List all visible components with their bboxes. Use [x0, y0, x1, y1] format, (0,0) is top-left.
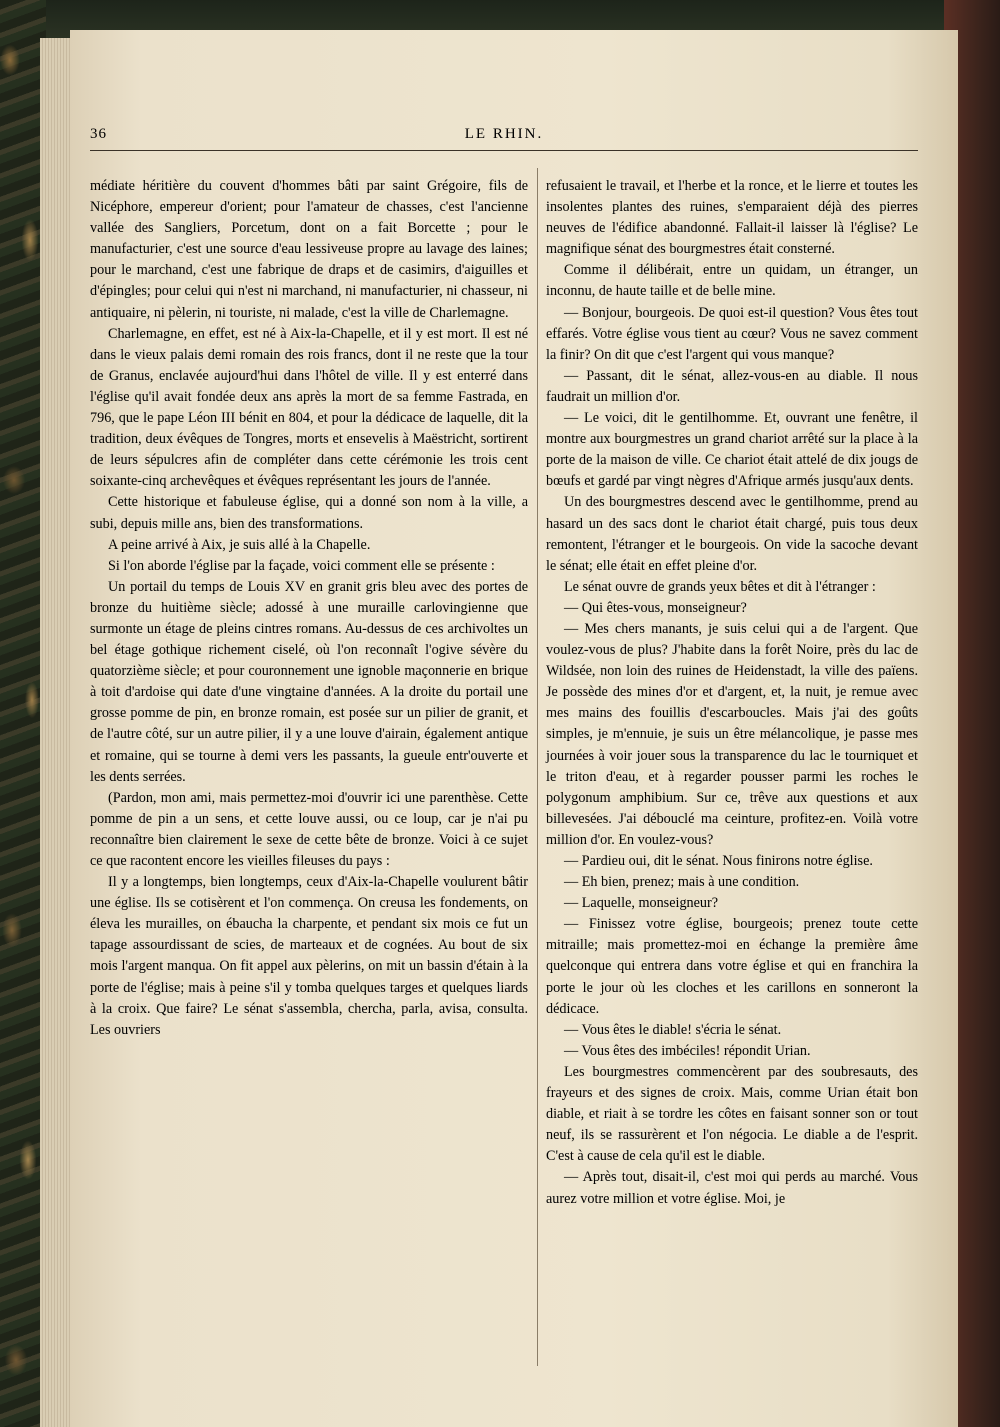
paragraph: Si l'on aborde l'église par la façade, voici comment elle se présente : — [108, 557, 495, 574]
paragraph: — Vous êtes le diable! s'écria le sénat. — [564, 1021, 782, 1038]
paragraph: refusaient le travail, et l'herbe et la ronce, et le lierre et toutes les insolentes plantes des ruines, s'emparaient déjà des pierres neuves de l'édifice abandonné. Fallait-il laisser là l'église? Le magnifique sénat des bourgmestres était consterné. — [546, 178, 918, 258]
paragraph: — Qui êtes-vous, monseigneur? — [564, 599, 747, 616]
paragraph: — Pardieu oui, dit le sénat. Nous finirons notre église. — [564, 853, 873, 869]
paragraph: Un portail du temps de Louis XV en granit gris bleu avec des portes de bronze du huitième siècle; adossé à une muraille carlovingienne que surmonte un étage de pleins cintres romans. Au-dessus de ces archivoltes un bel étage gothique richement ciselé, où l'on reconnaît l'ogive sévère du quatorzième siècle; et pour couronnement une ignoble maçonnerie en brique à toit d'ardoise qui date d'une vingtaine d'années. A la droite du portail une grosse pomme de pin, en bronze romain, est posée sur un pilier de granit, et de l'autre côté, sur un autre pilier, il y a une louve d'airain, également antique et romaine, qui se tourne à demi vers les passants, la gueule entr'ouverte et les dents serrées. — [90, 578, 528, 785]
paragraph: — Eh bien, prenez; mais à une condition. — [564, 874, 800, 891]
page-number: 36 — [90, 126, 107, 142]
column-divider — [537, 168, 538, 1366]
paragraph: — Mes chers manants, je suis celui qui a de l'argent. Que voulez-vous de plus? J'habite dans la forêt Noire, près du lac de Wildsée, non loin des ruines de Heidenstadt, la ville des païens. Je possède des mines d'or et d'argent, et, la nuit, je remue avec mes mains des fouillis d'escarboucles. Mais j'ai des goûts simples, je m'ennuie, je suis un être mélancolique, je passe mes journées à voir jouer sous la transparence du lac le tourniquet et le triton d'eau, et à regarder pousser parmi les roches le polygonum amphibium. Sur ce, trêve aux questions et aux billevesées. J'ai débouclé ma ceinture, profitez-en. Voilà votre million d'or. En voulez-vous? — [546, 620, 918, 848]
paragraph: Comme il délibérait, entre un quidam, un étranger, un inconnu, de haute taille et de belle mine. — [546, 262, 918, 300]
paragraph: Un des bourgmestres descend avec le gentilhomme, prend au hasard un des sacs dont le chariot était chargé, puis tous deux remontent, l'étranger et le bourgeois. On vide la sacoche devant le sénat; elle était en effet pleine d'or. — [546, 494, 918, 574]
paragraph: Il y a longtemps, bien longtemps, ceux d'Aix-la-Chapelle voulurent bâtir une église. Ils se cotisèrent et l'on commença. On creusa les fondements, on éleva les murailles, on ébaucha la charpente, et pendant six mois ce fut un tapage assourdissant de scies, de marteaux et de cognées. Au bout de six mois l'argent manqua. On fit appel aux pèlerins, on mit un bassin d'étain à la porte de l'église; mais à peine s'il y tomba quelques targes et quelques liards à la croix. Que faire? Le sénat s'assembla, chercha, parla, avisa, consulta. Les ouvriers — [90, 874, 528, 1038]
running-title: LE RHIN. — [464, 126, 544, 142]
paragraph: Le sénat ouvre de grands yeux bêtes et dit à l'étranger : — [564, 578, 876, 595]
paragraph: Cette historique et fabuleuse église, qui a donné son nom à la ville, a subi, depuis mille ans, bien des transformations. — [90, 494, 528, 532]
paragraph: — Bonjour, bourgeois. De quoi est-il question? Vous êtes tout effarés. Votre église vous tient au cœur? Vous ne savez comment la finir? On dit que c'est l'argent qui vous manque? — [546, 304, 918, 363]
paragraph: — Le voici, dit le gentilhomme. Et, ouvrant une fenêtre, il montre aux bourgmestres un grand chariot arrêté sur la place à la porte de la maison de ville. Ce chariot était attelé de dix jougs de bœufs et gardé par vingt nègres d'Afrique armés jusqu'aux dents. — [546, 410, 918, 490]
paragraph: — Vous êtes des imbéciles! répondit Urian. — [564, 1042, 811, 1059]
header-rule — [90, 150, 918, 151]
paragraph: — Laquelle, monseigneur? — [564, 895, 719, 912]
paragraph: médiate héritière du couvent d'hommes bâti par saint Grégoire, fils de Nicéphore, empereur d'orient; pour l'amateur de chasses, c'est l'ancienne vallée des Sangliers, Porcetum, dont on a fait Borcette ; pour le manufacturier, c'est une source d'eau lessiveuse propre au lavage des laines; pour le marchand, c'est une fabrique de draps et de casimirs, d'aiguilles et d'épingles; pour celui qui n'est ni marchand, ni manufacturier, ni chasseur, ni antiquaire, ni pèlerin, ni touriste, ni malade, c'est la ville de Charlemagne. — [90, 178, 528, 321]
paragraph: A peine arrivé à Aix, je suis allé à la Chapelle. — [108, 536, 371, 553]
paragraph: — Passant, dit le sénat, allez-vous-en au diable. Il nous faudrait un million d'or. — [546, 367, 918, 405]
left-column — [90, 176, 528, 1041]
paragraph: (Pardon, mon ami, mais permettez-moi d'ouvrir ici une parenthèse. Cette pomme de pin a un sens, et cette louve aussi, ou ce loup, car je n'ai pu reconnaître bien clairement le sexe de cette bête de bronze. Voici à ce sujet ce que racontent encore les vieilles fileuses du pays : — [90, 789, 528, 869]
paragraph: Les bourgmestres commencèrent par des soubresauts, des frayeurs et des signes de croix. Mais, comme Urian était bon diable, et riait à se tordre les côtes en faisant sonner son or tout neuf, ils se rassurèrent et l'on négocia. Le diable a de l'esprit. C'est à cause de cela qu'il est le diable. — [546, 1063, 918, 1165]
right-column — [546, 176, 918, 1210]
paragraph: — Après tout, disait-il, c'est moi qui perds au marché. Vous aurez votre million et votre église. Moi, je — [546, 1169, 918, 1207]
running-head — [90, 126, 918, 152]
paragraph: Charlemagne, en effet, est né à Aix-la-Chapelle, et il y est mort. Il est né dans le vieux palais demi romain des rois francs, dont il ne reste que la tour de Granus, enclavée aujourd'hui dans l'hôtel de ville. Il y est enterré dans l'église qu'il avait fondée deux ans après la mort de sa femme Fastrada, en 796, que le pape Léon III bénit en 804, et pour la dédicace de laquelle, dit la tradition, deux évêques de Tongres, morts et ensevelis à Maëstricht, sortirent de leurs sépulcres afin de compléter dans cette cérémonie les trois cent soixante-cinq archevêques et évêques représentant les jours de l'année. — [90, 325, 528, 490]
paragraph: — Finissez votre église, bourgeois; prenez toute cette mitraille; mais promettez-moi en échange la première âme quelconque qui entrera dans votre église et qui en franchira la porte le jour où les cloches et les carillons en sonneront la dédicace. — [546, 916, 918, 1017]
